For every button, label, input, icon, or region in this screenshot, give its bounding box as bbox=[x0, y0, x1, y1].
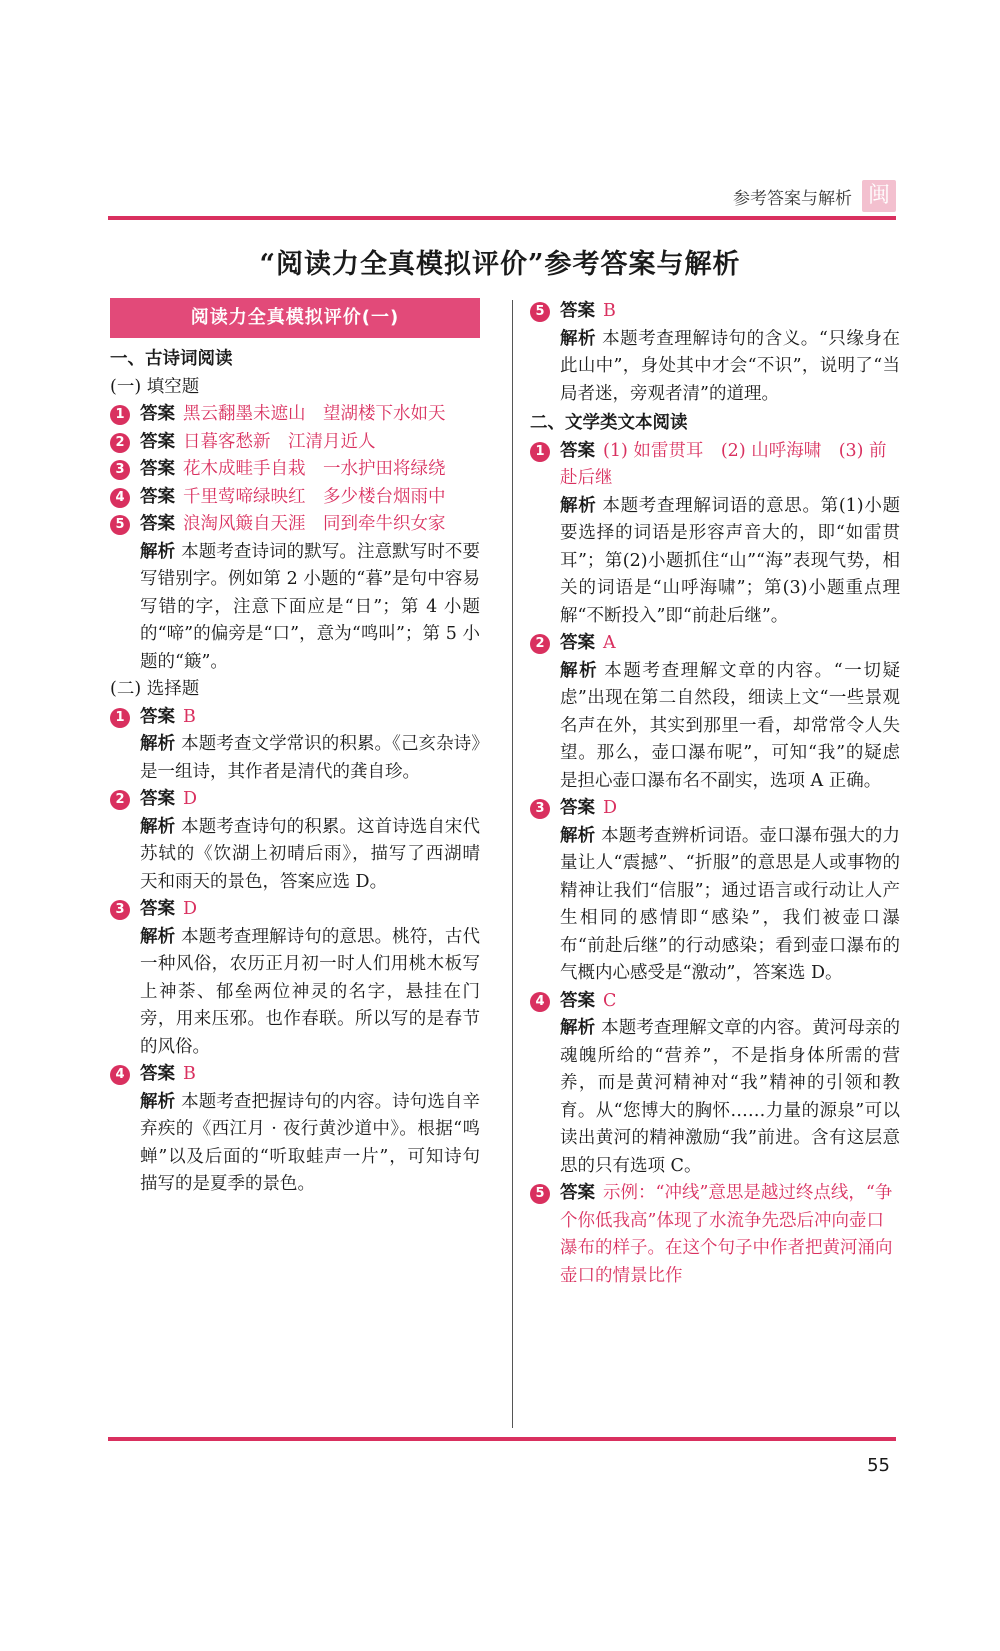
answer-text: 花木成畦手自栽 一水护田将绿绕 bbox=[183, 459, 446, 479]
answer-label: 答案 bbox=[140, 459, 175, 479]
header-title: 参考答案与解析 bbox=[733, 189, 852, 209]
section-heading-poetry: 一、古诗词阅读 bbox=[110, 349, 233, 369]
answer-text: 浪淘风簸自天涯 同到牵牛织女家 bbox=[183, 514, 446, 534]
explanation bbox=[110, 814, 480, 897]
list-item bbox=[110, 704, 480, 732]
explanation-text: 本题考查理解词语的意思。第(1)小题要选择的词语是形容声音大的，即“如雷贯耳”；第(2)小题抓住“山”“海”表现气势，相关的词语是“山呼海啸”；第(3)小题重点理解“不断投入”即“前赴后继”。 bbox=[560, 495, 901, 626]
number-badge: 4 bbox=[110, 1065, 130, 1085]
answer-text: 千里莺啼绿映红 多少楼台烟雨中 bbox=[183, 486, 446, 507]
list-item bbox=[110, 401, 480, 429]
number-badge: 2 bbox=[110, 790, 130, 810]
answer-text: B bbox=[603, 301, 616, 321]
list-item bbox=[530, 795, 900, 823]
explanation bbox=[110, 539, 480, 677]
explanation-label: 解析 bbox=[560, 495, 597, 516]
explanation bbox=[110, 731, 480, 786]
explanation bbox=[530, 658, 900, 796]
number-badge: 4 bbox=[110, 488, 130, 508]
explanation-text: 本题考查把握诗句的内容。诗句选自辛弃疾的《西江月 · 夜行黄沙道中》。根据“鸣蝉”以及后面的“听取蛙声一片”，可知诗句描写的是夏季的景色。 bbox=[140, 1091, 481, 1194]
list-item bbox=[110, 511, 480, 539]
number-badge: 3 bbox=[530, 799, 550, 819]
answer-label: 答案 bbox=[140, 899, 175, 919]
answer-label: 答案 bbox=[560, 440, 595, 461]
list-item bbox=[530, 988, 900, 1016]
number-badge: 3 bbox=[110, 460, 130, 480]
answer-text: C bbox=[603, 990, 617, 1011]
explanation-label: 解析 bbox=[560, 660, 599, 681]
answer-label: 答案 bbox=[560, 301, 595, 321]
answer-text: B bbox=[183, 706, 196, 727]
explanation-label: 解析 bbox=[140, 816, 176, 837]
page-number: 55 bbox=[867, 1455, 890, 1476]
explanation bbox=[530, 823, 900, 988]
left-column bbox=[110, 298, 480, 1199]
explanation-text: 本题考查理解文章的内容。黄河母亲的魂魄所给的“营养”，不是指身体所需的营养，而是黄河精神对“我”精神的引领和教育。从“您博大的胸怀……力量的源泉”可以读出黄河的精神激励“我”前进。含有这层意思的只有选项 C。 bbox=[560, 1018, 901, 1176]
page-title: “阅读力全真模拟评价”参考答案与解析 bbox=[259, 249, 741, 280]
explanation-label: 解析 bbox=[140, 541, 176, 562]
answer-text: D bbox=[603, 798, 618, 818]
number-badge: 2 bbox=[110, 433, 130, 453]
answer-label: 答案 bbox=[560, 798, 595, 818]
list-item bbox=[530, 630, 900, 658]
answer-label: 答案 bbox=[140, 486, 175, 507]
explanation-label: 解析 bbox=[560, 825, 596, 846]
answer-text: 黑云翻墨未遮山 望湖楼下水如天 bbox=[183, 404, 446, 424]
number-badge: 3 bbox=[110, 900, 130, 920]
explanation-label: 解析 bbox=[560, 1018, 596, 1038]
explanation-text: 本题考查文学常识的积累。《己亥杂诗》是一组诗，其作者是清代的龚自珍。 bbox=[140, 734, 481, 782]
header-rule bbox=[108, 216, 896, 220]
explanation bbox=[530, 1015, 900, 1180]
answer-text: 日暮客愁新 江清月近人 bbox=[183, 431, 376, 452]
list-item bbox=[110, 786, 480, 814]
explanation-label: 解析 bbox=[560, 328, 597, 349]
section-heading-literary: 二、文学类文本阅读 bbox=[530, 413, 688, 433]
subheading-fill: (一) 填空题 bbox=[110, 376, 200, 397]
subheading-choice: (二) 选择题 bbox=[110, 679, 200, 699]
number-badge: 1 bbox=[110, 405, 130, 425]
list-item bbox=[110, 896, 480, 924]
explanation bbox=[530, 326, 900, 409]
number-badge: 1 bbox=[110, 708, 130, 728]
explanation-label: 解析 bbox=[140, 734, 176, 754]
list-item bbox=[530, 1180, 900, 1290]
list-item bbox=[110, 484, 480, 512]
page-header bbox=[108, 180, 896, 220]
list-item bbox=[530, 438, 900, 493]
footer-rule bbox=[108, 1437, 896, 1441]
answer-label: 答案 bbox=[140, 431, 175, 452]
explanation bbox=[110, 924, 480, 1062]
answer-text: (1) 如雷贯耳 (2) 山呼海啸 (3) 前赴后继 bbox=[560, 440, 887, 488]
answer-label: 答案 bbox=[560, 1183, 595, 1203]
answer-text: 示例：“冲线”意思是越过终点线，“争个你低我高”体现了水流争先恐后冲向壶口瀑布的样子。在这个句子中作者把黄河涌向壶口的情景比作 bbox=[560, 1183, 893, 1286]
header-badge: 闽 bbox=[862, 180, 896, 212]
explanation-text: 本题考查辨析词语。壶口瀑布强大的力量让人“震撼”、“折服”的意思是人或事物的精神让我们“信服”；通过语言或行动让人产生相同的感情即“感染”，我们被壶口瀑布“前赴后继”的行动感染；看到壶口瀑布的气概内心感受是“激动”，答案选 D。 bbox=[560, 825, 901, 983]
list-item bbox=[110, 456, 480, 484]
list-item bbox=[110, 429, 480, 457]
answer-label: 答案 bbox=[140, 514, 175, 534]
right-column bbox=[530, 298, 900, 1290]
explanation-label: 解析 bbox=[140, 1091, 176, 1112]
number-badge: 1 bbox=[530, 442, 550, 462]
explanation-text: 本题考查理解文章的内容。“一切疑虑”出现在第二自然段，细读上文“一些景观名声在外，其实到那里一看，却常常令人失望。那么，壶口瀑布呢”，可知“我”的疑虑是担心壶口瀑布名不副实，选项 A 正确。 bbox=[560, 660, 901, 791]
answer-text: D bbox=[183, 899, 198, 919]
section-band: 阅读力全真模拟评价(一) bbox=[110, 298, 480, 338]
number-badge: 5 bbox=[110, 515, 130, 535]
answer-label: 答案 bbox=[140, 789, 175, 809]
answer-label: 答案 bbox=[140, 404, 175, 424]
answer-label: 答案 bbox=[560, 990, 595, 1011]
answer-label: 答案 bbox=[140, 706, 175, 727]
answer-label: 答案 bbox=[140, 1064, 175, 1084]
number-badge: 5 bbox=[530, 1184, 550, 1204]
column-divider bbox=[512, 300, 513, 1428]
number-badge: 4 bbox=[530, 992, 550, 1012]
explanation bbox=[530, 493, 900, 631]
explanation-text: 本题考查理解诗句的含义。“只缘身在此山中”，身处其中才会“不识”，说明了“当局者迷，旁观者清”的道理。 bbox=[560, 328, 901, 404]
list-item bbox=[530, 298, 900, 326]
explanation-label: 解析 bbox=[140, 926, 176, 947]
explanation-text: 本题考查诗句的积累。这首诗选自宋代苏轼的《饮湖上初晴后雨》，描写了西湖晴天和雨天的景色，答案应选 D。 bbox=[140, 816, 481, 892]
number-badge: 2 bbox=[530, 634, 550, 654]
answer-text: A bbox=[603, 633, 616, 653]
answer-text: B bbox=[183, 1064, 196, 1084]
answer-label: 答案 bbox=[560, 633, 595, 653]
answer-text: D bbox=[183, 789, 198, 809]
explanation-text: 本题考查诗词的默写。注意默写时不要写错别字。例如第 2 小题的“暮”是句中容易写错的字，注意下面应是“日”；第 4 小题的“啼”的偏旁是“口”，意为“鸣叫”；第 5 小题的“簸”。 bbox=[140, 541, 481, 672]
explanation-text: 本题考查理解诗句的意思。桃符，古代一种风俗，农历正月初一时人们用桃木板写上神荼、郁垒两位神灵的名字，悬挂在门旁，用来压邪。也作春联。所以写的是春节的风俗。 bbox=[140, 926, 481, 1057]
explanation bbox=[110, 1089, 480, 1199]
list-item bbox=[110, 1061, 480, 1089]
number-badge: 5 bbox=[530, 302, 550, 322]
